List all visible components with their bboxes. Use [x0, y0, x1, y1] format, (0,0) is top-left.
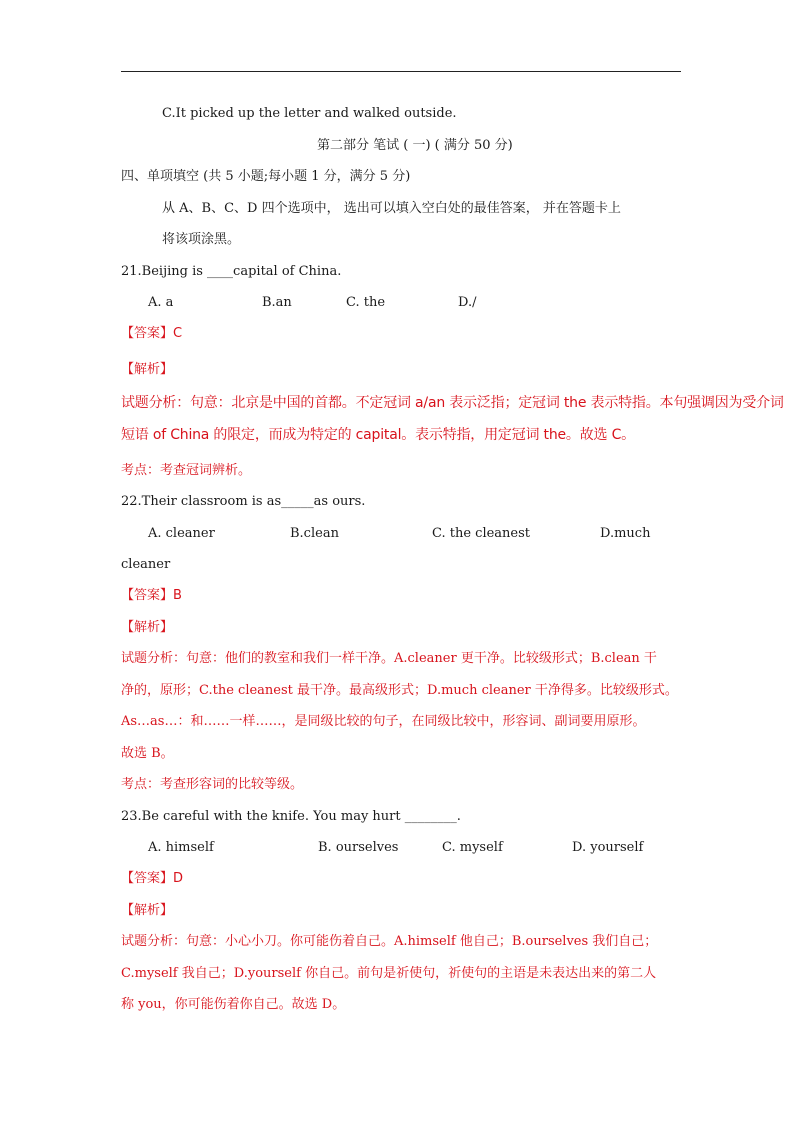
- question-22-analysis-line-4: 故选 B。: [121, 746, 174, 761]
- question-23-option-c: C. myself: [442, 840, 503, 855]
- part-four-instruction: 从 A、B、C、D 四个选项中， 选出可以填入空白处的最佳答案， 并在答题卡上: [162, 201, 621, 216]
- question-23-stem: 23.Be careful with the knife. You may hurt ________.: [121, 809, 461, 824]
- question-22-option-c: C. the cleanest: [432, 526, 531, 541]
- question-22-stem: 22.Their classroom is as_____as ours.: [121, 494, 366, 509]
- question-22-answer: 【答案】B: [121, 588, 182, 603]
- question-21-analysis-label: 【解析】: [121, 362, 174, 377]
- question-22-analysis-line-1: 试题分析：句意：他们的教室和我们一样干净。A.cleaner 更干净。比较级形式；B.clean 干: [121, 651, 657, 666]
- question-23-option-b: B. ourselves: [318, 840, 399, 855]
- question-22-analysis-label: 【解析】: [121, 620, 174, 635]
- question-21-option-c: C. the: [346, 295, 386, 310]
- question-21-option-d: D./: [458, 295, 477, 310]
- question-22-knowledge-point: 考点：考查形容词的比较等级。: [121, 777, 304, 792]
- question-22-option-a: A. cleaner: [148, 526, 215, 541]
- question-21-knowledge-point: 考点：考查冠词辨析。: [121, 463, 252, 478]
- question-22-analysis-line-3: As…as…：和……一样……，是同级比较的句子，在同级比较中，形容词、副词要用原形。: [121, 714, 646, 729]
- question-23-option-d: D. yourself: [572, 840, 644, 855]
- header-rule: [121, 71, 681, 72]
- question-22-option-d-wrap: cleaner: [121, 557, 171, 572]
- question-23-analysis-label: 【解析】: [121, 903, 174, 918]
- question-21-stem: 21.Beijing is ____capital of China.: [121, 264, 342, 279]
- question-23-option-a: A. himself: [148, 840, 214, 855]
- question-23-analysis-line-3: 称 you，你可能伤着你自己。故选 D。: [121, 997, 346, 1012]
- question-23-analysis-line-1: 试题分析：句意：小心小刀。你可能伤着自己。A.himself 他自己；B.ourselves 我们自己；: [121, 934, 658, 949]
- part-four-heading: 四、单项填空 (共 5 小题;每小题 1 分，满分 5 分): [121, 169, 411, 184]
- question-22-analysis-line-2: 净的，原形；C.the cleanest 最干净。最高级形式；D.much cleaner 干净得多。比较级形式。: [121, 683, 678, 698]
- question-21-analysis-line-1: 试题分析：句意：北京是中国的首都。不定冠词 a/an 表示泛指；定冠词 the 表示特指。本句强调因为受介词: [121, 395, 784, 411]
- question-22-option-b: B.clean: [290, 526, 339, 541]
- previous-option-line: C.It picked up the letter and walked outside.: [162, 106, 457, 121]
- question-23-answer: 【答案】D: [121, 871, 184, 886]
- question-21-option-a: A. a: [148, 295, 174, 310]
- section-title: 第二部分 笔试 ( 一) ( 满分 50 分): [317, 138, 513, 153]
- question-22-option-d: D.much: [600, 526, 651, 541]
- question-21-answer: 【答案】C: [121, 326, 183, 341]
- part-four-instruction-cont: 将该项涂黑。: [162, 232, 241, 247]
- question-21-analysis-line-2: 短语 of China 的限定，而成为特定的 capital。表示特指，用定冠词 the。故选 C。: [121, 427, 635, 443]
- question-23-analysis-line-2: C.myself 我自己；D.yourself 你自己。前句是祈使句，祈使句的主语是未表达出来的第二人: [121, 966, 657, 981]
- question-21-option-b: B.an: [262, 295, 292, 310]
